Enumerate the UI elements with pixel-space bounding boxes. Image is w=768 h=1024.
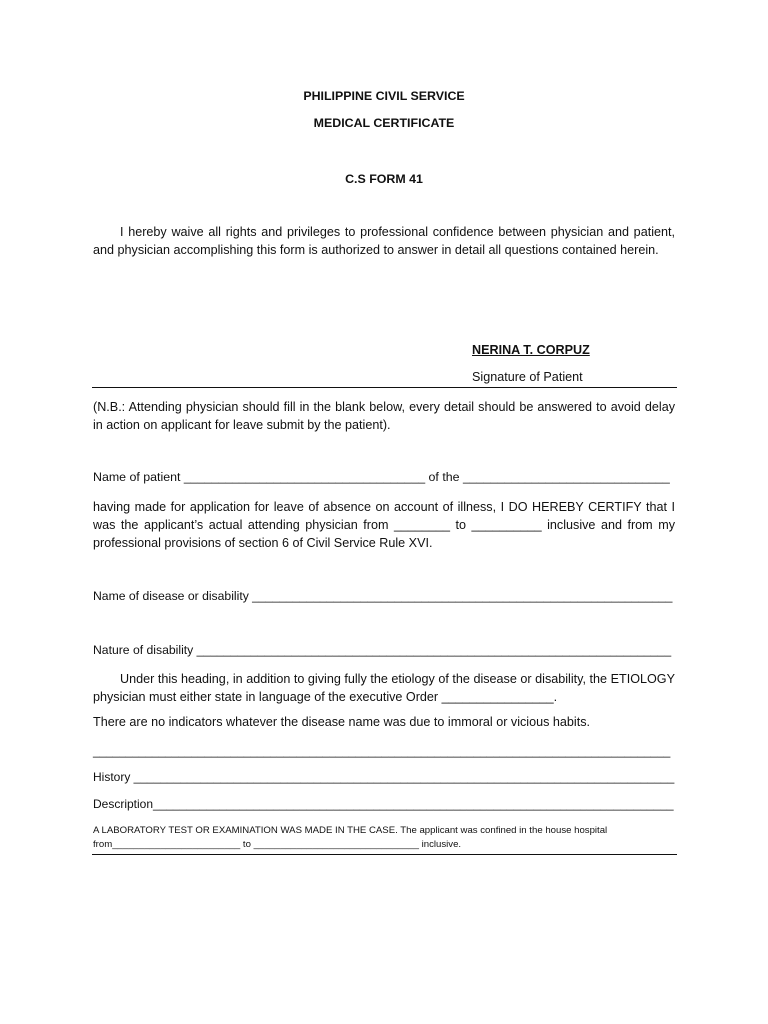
certify-paragraph: having made for application for leave of absence on account of illness, I DO HEREBY CERTIFY that I was the applicant’s actual attending physician from ________ to __________ inclusive and from my professional provisions of section 6 of Civil Service Rule XVI. bbox=[93, 500, 675, 550]
confinement-dates-field[interactable]: from________________________ to _______________________________ inclusive. bbox=[93, 839, 462, 850]
name-of-disease-field[interactable]: Name of disease or disability ______________________________________________________________ bbox=[93, 589, 673, 603]
waiver-paragraph bbox=[93, 223, 675, 259]
lab-test-statement: A LABORATORY TEST OR EXAMINATION WAS MADE IN THE CASE. The applicant was confined in the house hospital bbox=[93, 825, 608, 836]
certificate-title: MEDICAL CERTIFICATE bbox=[313, 116, 455, 130]
agency-heading: PHILIPPINE CIVIL SERVICE bbox=[303, 89, 465, 103]
patient-name: NERINA T. CORPUZ bbox=[472, 343, 590, 357]
form-number: C.S FORM 41 bbox=[345, 172, 423, 186]
description-field[interactable]: Description______________________________________________________________________________ bbox=[93, 797, 674, 811]
history-field[interactable]: History _________________________________________________________________________________ bbox=[93, 770, 675, 784]
etiology-text[interactable]: Under this heading, in addition to giving fully the etiology of the disease or disability, the ETIOLOGY physician must either state in language of the executive Order ________________. bbox=[93, 672, 675, 704]
name-of-patient-field[interactable]: Name of patient ___________________________________ of the ______________________________ bbox=[93, 470, 670, 484]
etiology-paragraph bbox=[93, 670, 675, 706]
nature-of-disability-field[interactable]: Nature of disability ______________________________________________________________________ bbox=[93, 643, 672, 657]
waiver-text: I hereby waive all rights and privileges to professional confidence between physician and patient, and physician accomplishing this form is authorized to answer in detail all questions contained herein. bbox=[93, 225, 675, 257]
blank-answer-line[interactable]: ________________________________________________________________________________________ bbox=[93, 744, 671, 758]
note-paragraph: (N.B.: Attending physician should fill in the blank below, every detail should be answered to avoid delay in action on applicant for leave submit by the patient). bbox=[93, 400, 675, 432]
signature-label: Signature of Patient bbox=[472, 370, 583, 384]
signature-divider bbox=[92, 387, 677, 388]
indicators-statement: There are no indicators whatever the disease name was due to immoral or vicious habits. bbox=[93, 715, 590, 729]
bottom-divider bbox=[92, 854, 677, 855]
